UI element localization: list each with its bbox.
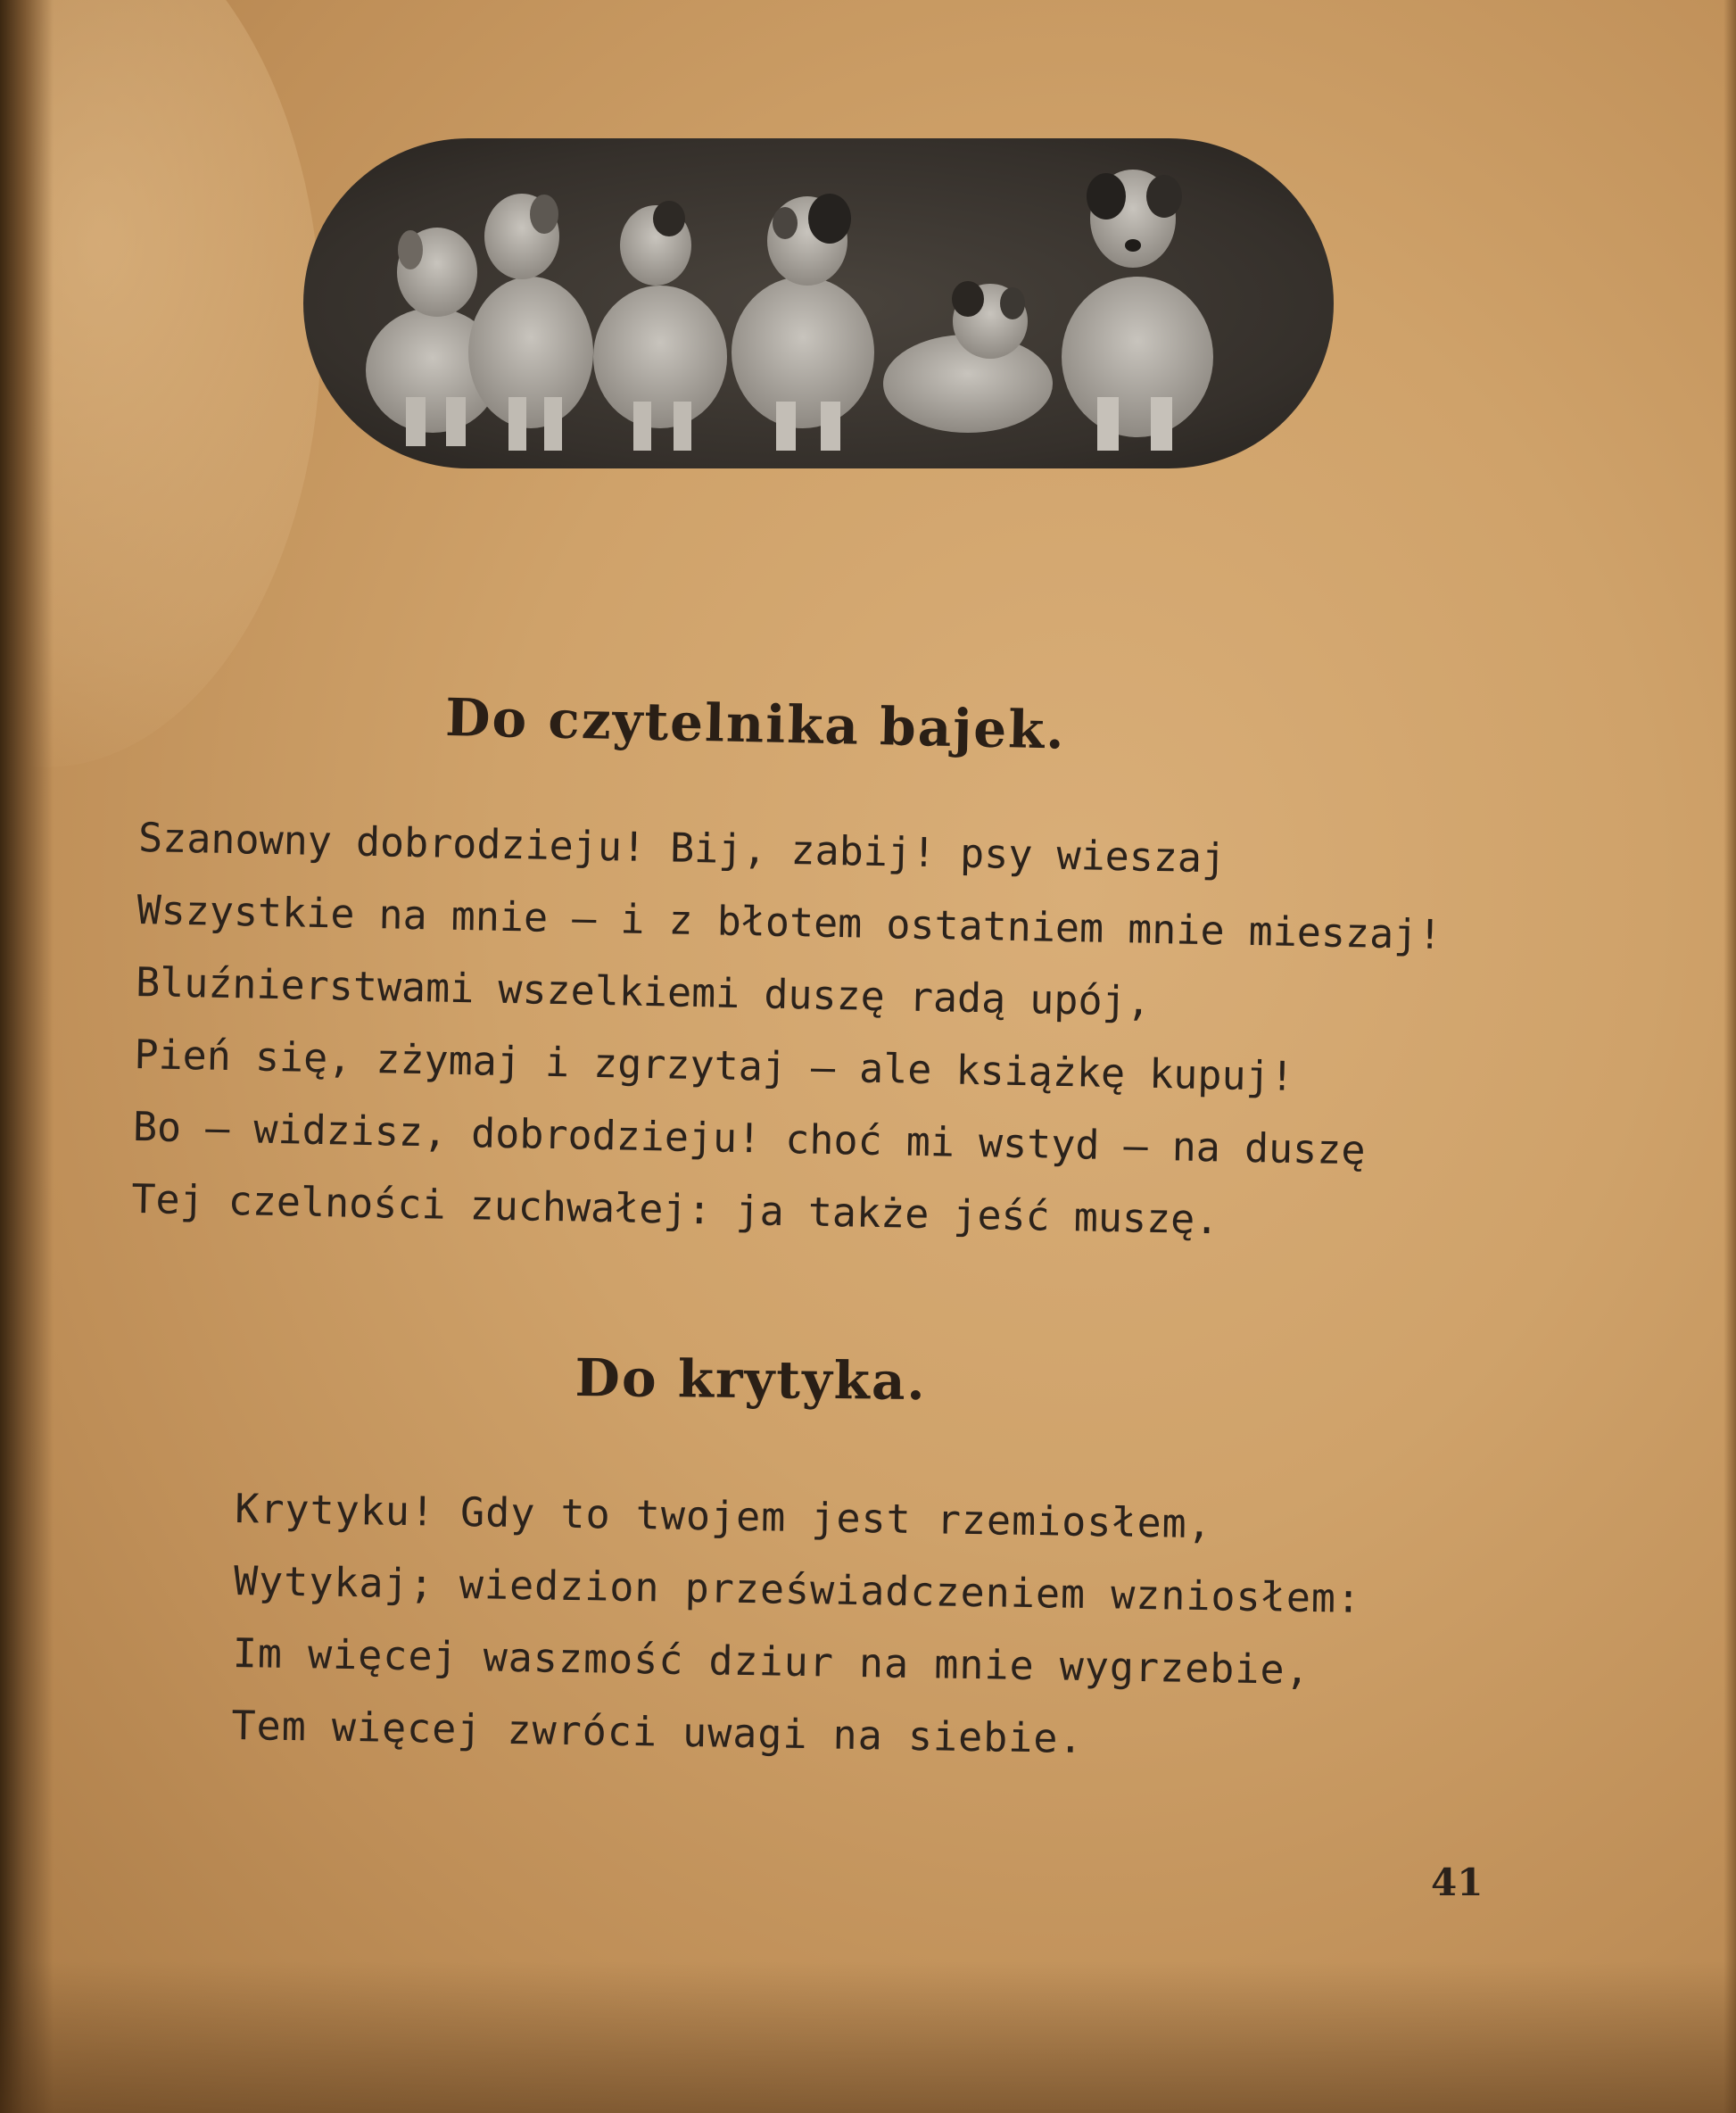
verse-line: Krytyku! Gdy to twojem jest rzemiosłem, (234, 1484, 1213, 1548)
verse-line: Im więcej waszmość dziur na mnie wygrzebie, (232, 1628, 1311, 1694)
binding-shadow (0, 0, 54, 2113)
page-number: 41 (1431, 1860, 1484, 1904)
verse-line: Tem więcej zwróci uwagi na siebie. (231, 1701, 1084, 1762)
verse-line: Szanowny dobrodzieju! Bij, zabij! psy wieszaj (137, 813, 1227, 882)
bottom-shadow (0, 1961, 1736, 2113)
verse-line: Wytykaj; wiedzion przeświadczeniem wzniosłem: (233, 1556, 1362, 1622)
poem-verse-1 (131, 801, 1444, 1260)
puppies-picture (303, 138, 1334, 468)
verse-line: Tej czelności zuchwałej: ja także jeść muszę. (130, 1174, 1219, 1244)
verse-line: Bo — widzisz, dobrodzieju! choć mi wstyd — na duszę (132, 1102, 1366, 1174)
verse-line: Wszystkie na mnie — i z błotem ostatniem mnie mieszaj! (136, 885, 1443, 959)
page-edge (1724, 0, 1736, 2113)
puppy (1062, 170, 1213, 451)
puppies-illustration (303, 138, 1334, 468)
puppy (593, 201, 727, 451)
puppy (732, 194, 874, 451)
verse-line: Pień się, zżymaj i zgrzytaj — ale książkę kupuj! (134, 1030, 1295, 1100)
poem-title-2: Do krytyka. (575, 1347, 928, 1413)
puppy (468, 194, 593, 451)
verse-line: Bluźnierstwami wszelkiemi duszę radą upój, (135, 957, 1152, 1025)
poem-verse-2 (231, 1472, 1363, 1779)
puppy (883, 281, 1053, 433)
poem-title-1: Do czytelnika bajek. (444, 687, 1067, 761)
